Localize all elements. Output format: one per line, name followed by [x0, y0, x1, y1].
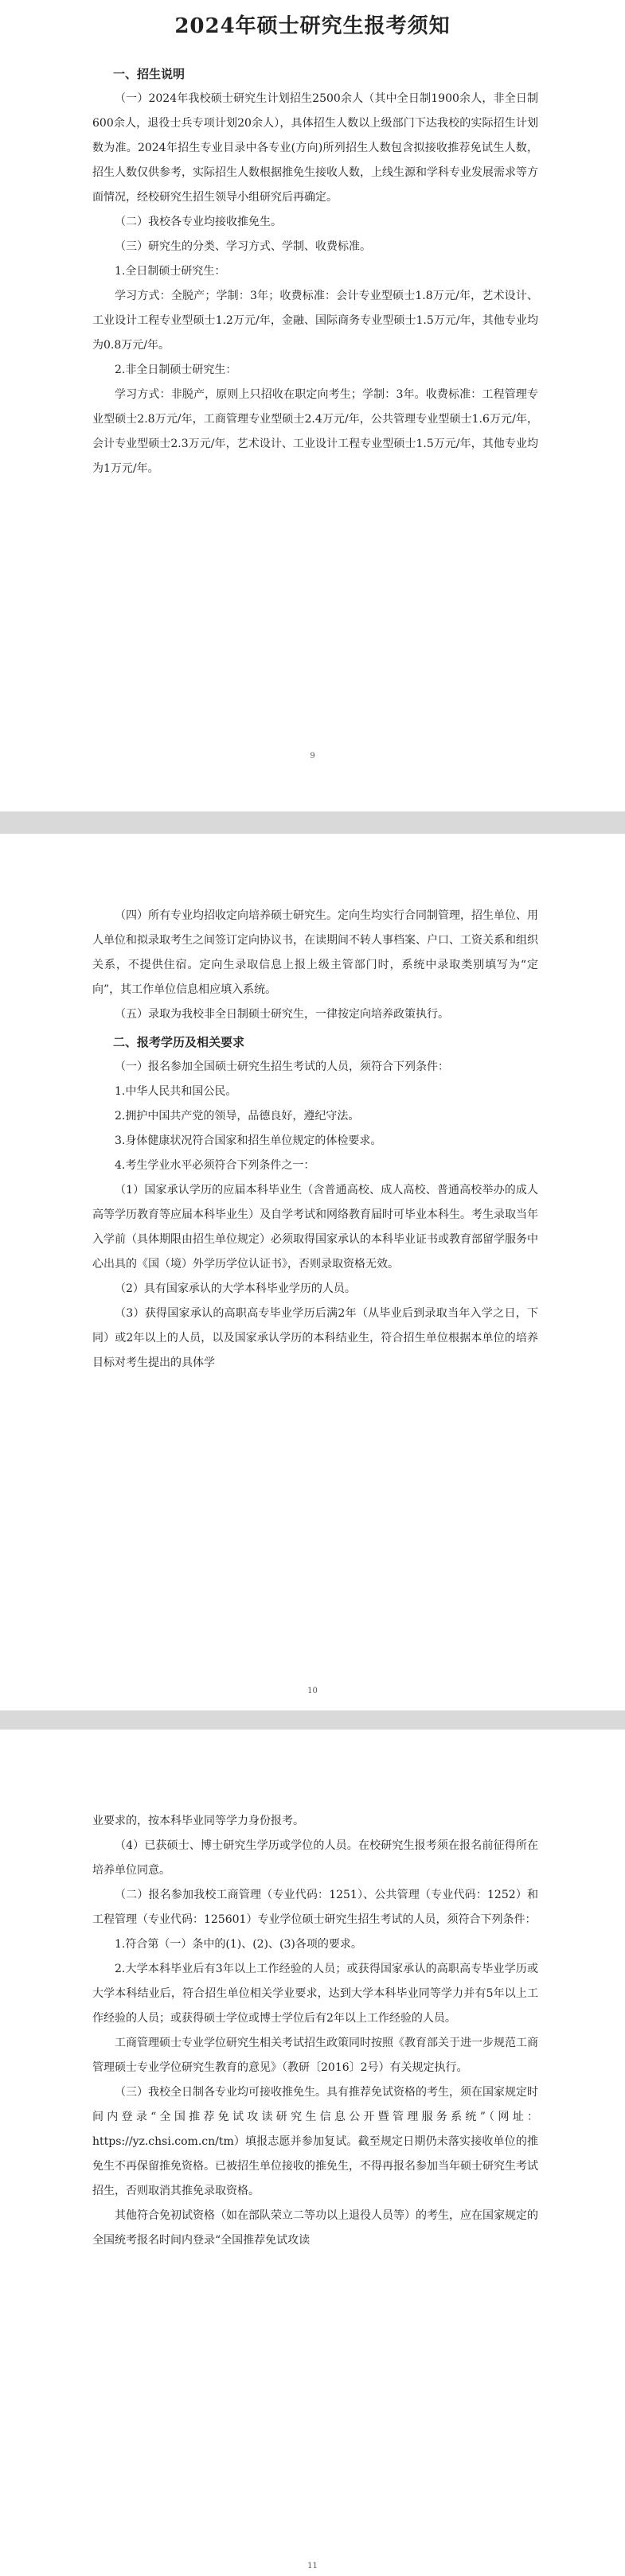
section-heading-admission: 一、招生说明	[113, 67, 186, 81]
paragraph: （一）2024年我校硕士研究生计划招生2500余人（其中全日制1900余人，非全日制600余人，退役士兵专项计划20余人），具体招生人数以上级部门下达我校的实际招生计划数为准。2024年招生专业目录中各专业(方向)所列招生人数包含拟接收推荐免试生人数，招生人数仅供参考，实际招生人数根据推免生接收人数，上线生源和学科专业发展需求等方面情况，经校研究生招生领导小组研究后再确定。	[92, 92, 538, 204]
paragraph: （三）我校全日制各专业均可接收推免生。具有推荐免试资格的考生，须在国家规定时间内登录“全国推荐免试攻读研究生信息公开暨管理服务系统”（网址：https://yz.chsi.com.cn/tm）填报志愿并参加复试。截至规定日期仍未落实接收单位的推免生不再保留推免资格。已被招生单位接收的推免生，不得再报名参加当年硕士研究生考试招生，否则取消其推免录取资格。	[92, 2086, 538, 2197]
paragraph: 1.全日制硕士研究生：	[115, 265, 226, 278]
document-page-9	[0, 0, 625, 811]
paragraph: （五）录取为我校非全日制硕士研究生，一律按定向培养政策执行。	[115, 1008, 449, 1021]
paragraph: 3.身体健康状况符合国家和招生单位规定的体检要求。	[115, 1134, 382, 1147]
paragraph: 工商管理硕士专业学位研究生相关考试招生政策同时按照《教育部关于进一步规范工商管理硕士专业学位研究生教育的意见》（教研〔2016〕2号）有关规定执行。	[92, 2037, 538, 2074]
section-heading-requirements: 二、报考学历及相关要求	[113, 1035, 245, 1049]
paragraph: 学习方式：非脱产，原则上只招收在职定向考生；学制：3年。收费标准：工程管理专业型硕士2.8万元/年，工商管理专业型硕士2.4万元/年，公共管理专业型硕士1.6万元/年，会计专业型硕士2.3万元/年，艺术设计、工业设计工程专业型硕士1.5万元/年，其他专业均为1万元/年。	[92, 388, 538, 475]
paragraph: 1.符合第（一）条中的(1)、(2)、(3)各项的要求。	[115, 1938, 362, 1951]
paragraph: （1）国家承认学历的应届本科毕业生（含普通高校、成人高校、普通高校举办的成人高等学历教育等应届本科毕业生）及自学考试和网络教育届时可毕业本科生。考生录取当年入学前（具体期限由招生单位规定）必须取得国家承认的本科毕业证书或教育部留学服务中心出具的《国（境）外学历学位认证书》，否则录取资格无效。	[92, 1184, 538, 1270]
page-number: 9	[310, 752, 315, 761]
paragraph: 2.大学本科毕业后有3年以上工作经验的人员；或获得国家承认的高职高专毕业学历或大学本科结业后，符合招生单位相关学业要求，达到大学本科毕业同等学力并有5年以上工作经验的人员；或获得硕士学位或博士学位后有2年以上工作经验的人员。	[92, 1963, 538, 2025]
paragraph: （4）已获硕士、博士研究生学历或学位的人员。在校研究生报考须在报名前征得所在培养单位同意。	[92, 1839, 538, 1877]
paragraph: （二）报名参加我校工商管理（专业代码：1251）、公共管理（专业代码：1252）和工程管理（专业代码：125601）专业学位硕士研究生招生考试的人员，须符合下列条件：	[92, 1889, 538, 1926]
paragraph: （二）我校各专业均接收推免生。	[115, 216, 282, 228]
paragraph: 业要求的，按本科毕业同等学力身份报考。	[92, 1815, 304, 1827]
page-number: 11	[307, 2562, 318, 2570]
page-number: 10	[307, 1687, 318, 1695]
paragraph: 2.非全日制硕士研究生：	[115, 364, 237, 376]
paragraph: 2.拥护中国共产党的领导，品德良好，遵纪守法。	[115, 1110, 360, 1123]
document-title: 2024年硕士研究生报考须知	[174, 14, 451, 38]
paragraph: （三）研究生的分类、学习方式、学制、收费标准。	[115, 240, 371, 253]
paragraph: 其他符合免初试资格（如在部队荣立二等功以上退役人员等）的考生，应在国家规定的全国统考报名时间内登录“全国推荐免试攻读	[92, 2209, 538, 2247]
paragraph: （3）获得国家承认的高职高专毕业学历后满2年（从毕业后到录取当年入学之日，下同）或2年以上的人员，以及国家承认学历的本科结业生，符合招生单位根据本单位的培养目标对考生提出的具体学	[92, 1307, 538, 1369]
paragraph: 4.考生学业水平必须符合下列条件之一：	[115, 1159, 315, 1172]
paragraph: （四）所有专业均招收定向培养硕士研究生。定向生均实行合同制管理，招生单位、用人单位和拟录取考生之间签订定向协议书，在读期间不转人事档案、户口、工资关系和组织关系，不提供住宿。定向生录取信息上报上级主管部门时，系统中录取类别填写为“定向”，其工作单位信息相应填入系统。	[92, 909, 538, 996]
document-page-11	[0, 1730, 625, 2576]
paragraph: 学习方式：全脱产；学制：3年；收费标准：会计专业型硕士1.8万元/年，艺术设计、工业设计工程专业型硕士1.2万元/年，金融、国际商务专业型硕士1.5万元/年，其他专业均为0.8万元/年。	[92, 290, 538, 352]
paragraph: （2）具有国家承认的大学本科毕业学历的人员。	[115, 1282, 356, 1295]
paragraph: （一）报名参加全国硕士研究生招生考试的人员，须符合下列条件：	[115, 1060, 449, 1073]
paragraph: 1.中华人民共和国公民。	[115, 1085, 237, 1098]
document-page-10	[0, 834, 625, 1710]
